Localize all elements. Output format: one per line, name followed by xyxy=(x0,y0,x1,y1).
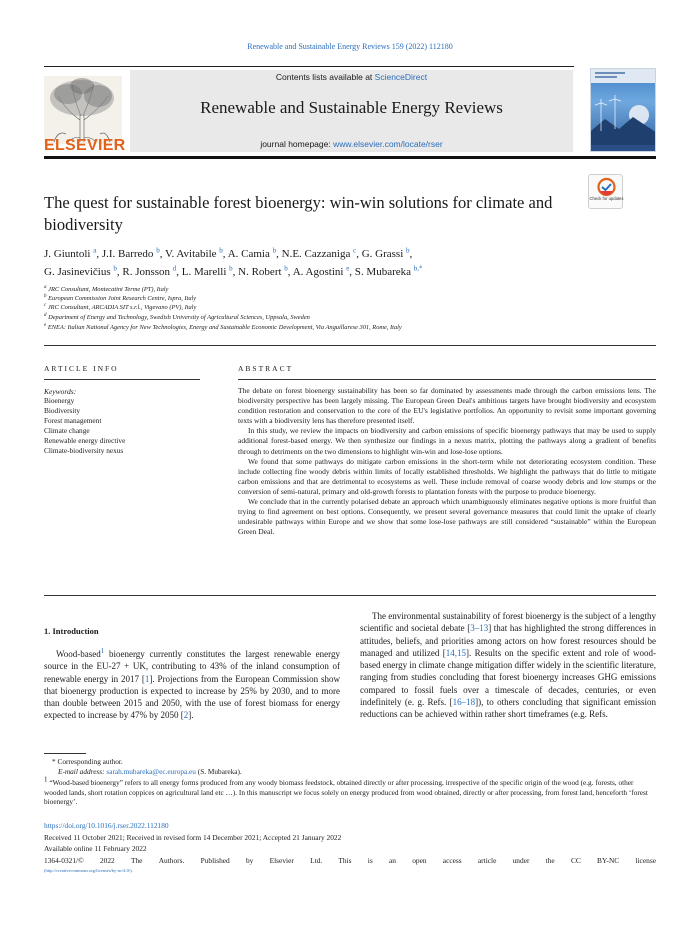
author[interactable]: L. Marelli $^b$ xyxy=(181,264,233,278)
article-info-rule xyxy=(44,379,200,380)
license-url-link[interactable]: (http://creativecommons.org/licenses/by-nc/4.0/). xyxy=(44,868,133,873)
abstract-rule xyxy=(238,379,656,380)
affiliation: $^b$ European Commission Joint Research Centre, Ispra, Italy xyxy=(44,293,197,302)
author[interactable]: J. Giuntoli $^a$ xyxy=(44,246,97,260)
keyword: Climate change xyxy=(44,426,90,435)
author[interactable]: N. Robert $^b$ xyxy=(238,264,288,278)
check-updates-label: Check for updates xyxy=(589,196,624,201)
check-for-updates-button[interactable] xyxy=(588,174,623,209)
footnote-rule xyxy=(44,753,86,754)
reference-link[interactable]: 2 xyxy=(183,710,189,721)
keywords-label: Keywords: xyxy=(44,387,77,396)
homepage-prefix: journal homepage: xyxy=(260,139,334,149)
available-online-date: Available online 11 February 2022 xyxy=(44,844,147,853)
abstract-body xyxy=(238,386,656,537)
corresponding-author-note: * Corresponding author. xyxy=(52,757,123,766)
contents-line xyxy=(130,72,573,82)
header-top-rule xyxy=(44,66,574,67)
doi-link[interactable]: https://doi.org/10.1016/j.rser.2022.112180 xyxy=(44,821,169,830)
article-title: The quest for sustainable forest bioenergy: win-win solutions for climate and biodiversity xyxy=(44,193,553,234)
reference-link[interactable]: 1 xyxy=(144,673,150,684)
contents-prefix: Contents lists available at xyxy=(275,72,375,82)
footnote-1: $^1$ “Wood-based bioenergy” refers to all energy forms produced from any woody biomass feedstock, obtained directly or after processing, irrespective of the specific origin of the wood (e.g. forests, other wooded lands, short rotation coppices on agricultural land etc …). In this manuscript we focus solely on energy produced from wood obtained, directly or after processing, from forest land, henceforth ‘forest bioenergy’. xyxy=(44,775,648,807)
author-list xyxy=(44,245,654,281)
affiliation: $^a$ JRC Consultant, Montecatini Terme (PT), Italy xyxy=(44,284,169,293)
email-note: E-mail address: sarah.mubareka@ec.europa.eu (S. Mubareka). xyxy=(58,767,242,776)
author-line-1: J. Giuntoli $^a$, J.I. Barredo $^b$, V. Avitabile $^b$, A. Camia $^b$, N.E. Cazzaniga $^c$, G. Grassi $^b$, xyxy=(44,246,413,260)
journal-name: Renewable and Sustainable Energy Reviews xyxy=(200,98,503,117)
journal-citation-link[interactable]: Renewable and Sustainable Energy Reviews 159 (2022) 112180 xyxy=(247,42,453,51)
affiliation: $^c$ JRC Consultant, ARCADIA SIT s.r.l., Vigevano (PV), Italy xyxy=(44,302,197,311)
footnote-ref-link[interactable]: 1 xyxy=(100,647,105,655)
section-divider xyxy=(44,345,656,346)
email-link[interactable]: sarah.mubareka@ec.europa.eu xyxy=(106,767,196,776)
keyword: Forest management xyxy=(44,416,102,425)
author[interactable]: G. Jasinevičius $^b$ xyxy=(44,264,117,278)
author[interactable]: R. Jonsson $^d$ xyxy=(122,264,177,278)
sciencedirect-link[interactable]: ScienceDirect xyxy=(374,72,428,82)
received-dates: Received 11 October 2021; Received in revised form 14 December 2021; Accepted 21 January 2022 xyxy=(44,833,342,842)
affiliation: $^e$ ENEA: Italian National Agency for New Technologies, Energy and Sustainable Economic Development, Via Anguillarese 301, Rome, Italy xyxy=(44,322,402,331)
reference-link[interactable]: 3–13 xyxy=(470,623,489,634)
keyword: Renewable energy directive xyxy=(44,436,126,445)
reference-link[interactable]: 14,15 xyxy=(445,647,466,658)
abstract-paragraph: The debate on forest bioenergy sustainability has been so far dominated by assessments made through the carbon emissions lens. The biodiversity perspective has been largely missing. The European Green Deal's ambitious targets have brought biodiversity and ecosystem condition restoration and conservation to the core of the EU's legislative portfolios. An opportunity to revisit some important governing texts with a biodiversity lens has therefore presented itself. xyxy=(238,386,656,426)
abstract-heading: ABSTRACT xyxy=(238,364,294,373)
keyword: Biodiversity xyxy=(44,406,81,415)
affiliation: $^d$ Department of Energy and Technology, Swedish University of Agricultural Sciences, Uppsala, Sweden xyxy=(44,312,310,321)
author[interactable]: A. Agostini $^e$ xyxy=(292,264,350,278)
reference-link[interactable]: 16–18 xyxy=(452,697,476,708)
cover-art-icon xyxy=(591,69,656,152)
author-line-2: G. Jasinevičius $^b$, R. Jonsson $^d$, L. Marelli $^b$, N. Robert $^b$, A. Agostini $^e$, S. Mubareka $^{b,*}$ xyxy=(44,264,423,278)
license-line: 1364-0321/© 2022 The Authors. Published by Elsevier Ltd. This is an open access article under the CC BY-NC license xyxy=(44,856,656,865)
elsevier-wordmark: ELSEVIER xyxy=(44,137,126,154)
journal-homepage-link[interactable]: www.elsevier.com/locate/rser xyxy=(333,139,443,149)
author[interactable]: J.I. Barredo $^b$ xyxy=(101,246,160,260)
abstract-paragraph: We conclude that in the currently polarised debate an approach which unambiguously eliminates negative options is more fruitful than trying to find agreement on best options. Consequently, we present several governance measures that could limit the uptake of clearly undesirable pathways within Europe and we show that some lose-lose pathways are still considered “sustainable” within the European Green Deal. xyxy=(238,497,656,537)
keyword: Climate-biodiversity nexus xyxy=(44,446,124,455)
journal-homepage-line xyxy=(130,139,573,149)
abstract-paragraph: We found that some pathways do mitigate carbon emissions in the short-term while not deteriorating ecosystem condition. These include collecting fine woody debris within limits of locally established thresholds. We highlight the pathways that do little to mitigate carbon emissions and that are detrimental to ecosystems as well. These include removal of coarse woody debris and low stumps or the conversion of semi-natural, primary and old-growth forests to plantation forests with the purpose to produce bioenergy. xyxy=(238,456,656,496)
section-heading-introduction: 1. Introduction xyxy=(44,626,99,636)
abstract-paragraph: In this study, we review the impacts on biodiversity and carbon emissions of specific bioenergy pathways that may be used to supply additional forest-based energy. We then synthesize our findings in a nexus matrix, plotting the pathways along a gradient of benefits through to detriments on the two dimensions to highlight win-win and lose-lose options. xyxy=(238,426,656,456)
journal-cover-thumbnail[interactable] xyxy=(590,68,656,152)
body-paragraph-right: The environmental sustainability of forest bioenergy is the subject of a lengthy scientific and societal debate [3–13] that has highlighted the strong differences in attitudes, beliefs, and priorities among actors on how forest resources should be managed and utilized [14,15]. Results on the specific extent and role of wood-based energy in climate change mitigation differ widely in the scientific literature, ranging from studies concluding that forest bioenergy increases GHG emissions compared to fossil fuels over a timescale of decades, centuries, or even indefinitely (e. g. Refs. [16–18]), to others concluding that significant emission reductions can be achieved within rather short timeframes (e.g. Refs. xyxy=(360,611,657,720)
author[interactable]: G. Grassi $^b$ xyxy=(361,246,410,260)
check-updates-icon xyxy=(589,175,624,210)
author-corresponding[interactable]: S. Mubareka $^{b,*}$ xyxy=(354,264,423,278)
author[interactable]: A. Camia $^b$ xyxy=(227,246,277,260)
header-bottom-rule xyxy=(44,156,656,159)
author[interactable]: V. Avitabile $^b$ xyxy=(165,246,223,260)
keyword: Bioenergy xyxy=(44,396,75,405)
body-paragraph-left: Wood-based$^1$ bioenergy currently constitutes the largest renewable energy source in the EU-27 + UK, contributing to 43% of the inland consumption of renewable energy in 2017 [1]. Projections from the European Commission show that bioenergy production is expected to increase by 25% by 2030, and to more than double between 2015 and 2050, with the use of forest biomass for energy expected to increase by 47% by 2050 [2]. xyxy=(44,647,340,721)
article-info-heading: ARTICLE INFO xyxy=(44,364,119,373)
keywords-list xyxy=(44,396,204,456)
author[interactable]: N.E. Cazzaniga $^c$ xyxy=(281,246,357,260)
abstract-bottom-rule xyxy=(44,595,656,596)
